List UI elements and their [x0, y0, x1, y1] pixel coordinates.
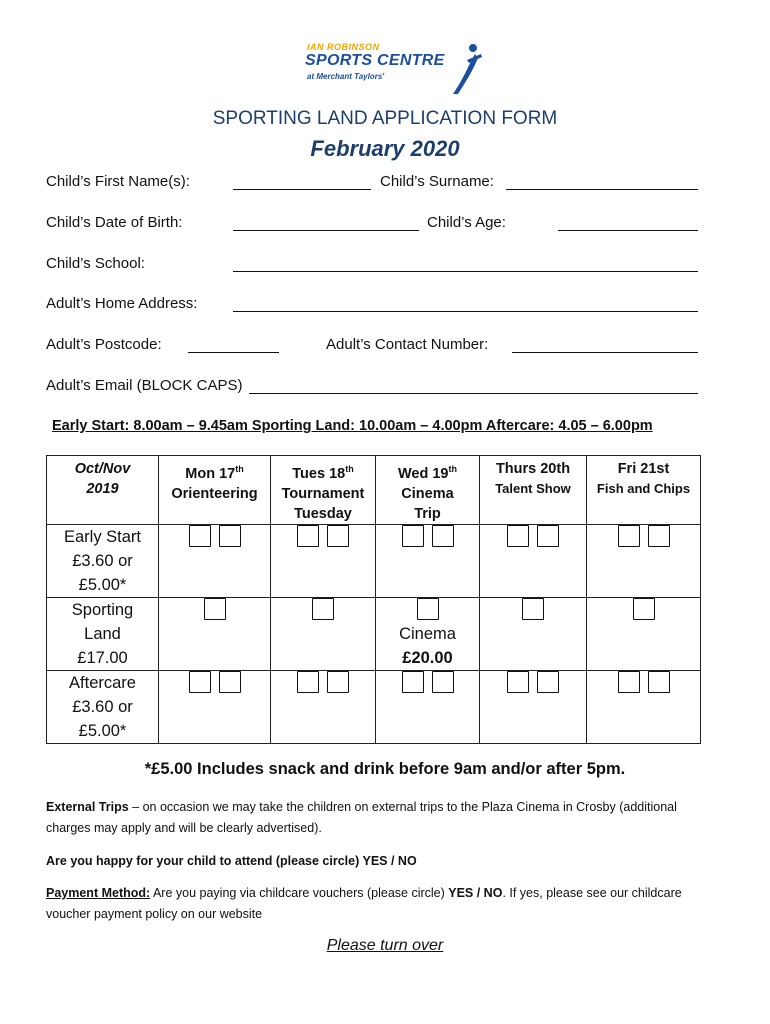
aftercare-wed: [376, 670, 480, 743]
event-label: Tournament: [281, 485, 365, 502]
row-label-line: £5.00*: [78, 721, 127, 740]
row-label-line: £3.60 or: [72, 551, 133, 570]
sporting-land-row: [47, 597, 701, 670]
aftercare-thu: [480, 670, 587, 743]
address-label: Adult’s Home Address:: [46, 295, 198, 312]
day-label: Tues 18: [292, 465, 346, 482]
event-label: Talent Show: [495, 481, 571, 496]
checkbox[interactable]: [417, 598, 439, 620]
checkbox[interactable]: [618, 671, 640, 693]
first-name-field[interactable]: [233, 189, 371, 190]
dob-label: Child’s Date of Birth:: [46, 214, 183, 231]
day-header-thu: [480, 456, 587, 525]
external-trips-paragraph: [46, 797, 716, 839]
sporting-land-tue: [271, 597, 376, 670]
logo-line2: SPORTS CENTRE: [305, 52, 445, 69]
aftercare-tue: [271, 670, 376, 743]
dates-header: [47, 456, 159, 525]
sporting-land-fri: [587, 597, 701, 670]
event-label-2: Tuesday: [294, 505, 352, 522]
email-field[interactable]: [249, 393, 698, 394]
row-label-line: Land: [84, 624, 121, 643]
checkbox[interactable]: [297, 525, 319, 547]
payment-yes-no: YES / NO: [448, 886, 503, 900]
day-label: Thurs 20th: [495, 461, 571, 477]
event-label-2: Trip: [414, 505, 441, 522]
logo-line1: IAN ROBINSON: [307, 42, 380, 52]
form-month: February 2020: [310, 136, 460, 161]
early-start-label: [47, 524, 159, 597]
checkbox[interactable]: [618, 525, 640, 547]
aftercare-fri: [587, 670, 701, 743]
checkbox[interactable]: [327, 671, 349, 693]
early-start-thu: [480, 524, 587, 597]
payment-method-heading: Payment Method:: [46, 886, 151, 900]
runner-figure-icon: [445, 42, 485, 98]
contact-number-label: Adult’s Contact Number:: [326, 336, 489, 353]
day-header-wed: [376, 456, 480, 525]
checkbox[interactable]: [522, 598, 544, 620]
event-label: Cinema: [401, 485, 454, 502]
checkbox[interactable]: [507, 525, 529, 547]
row-label-line: Aftercare: [69, 673, 136, 692]
day-label: Wed 19: [397, 465, 449, 482]
checkbox[interactable]: [312, 598, 334, 620]
aftercare-label: [47, 670, 159, 743]
early-start-tue: [271, 524, 376, 597]
snack-note: *£5.00 Includes snack and drink before 9am and/or after 5pm.: [144, 760, 626, 778]
checkbox[interactable]: [432, 671, 454, 693]
booking-table: [46, 455, 701, 744]
contact-number-field[interactable]: [512, 352, 698, 353]
age-label: Child’s Age:: [427, 214, 506, 231]
surname-field[interactable]: [506, 189, 698, 190]
external-trips-text: – on occasion we may take the children on external trips to the Plaza Cinema in Crosby (additional charges may apply and will be clearly advertised).: [46, 800, 677, 835]
first-name-label: Child’s First Name(s):: [46, 173, 190, 190]
day-label: Mon 17: [185, 465, 236, 482]
checkbox[interactable]: [633, 598, 655, 620]
early-start-wed: [376, 524, 480, 597]
row-label-line: £5.00*: [78, 575, 127, 594]
checkbox[interactable]: [648, 671, 670, 693]
sporting-land-mon: [159, 597, 271, 670]
aftercare-row: [47, 670, 701, 743]
day-header-mon: [159, 456, 271, 525]
checkbox[interactable]: [402, 525, 424, 547]
checkbox[interactable]: [432, 525, 454, 547]
dates-header-year: 2019: [86, 481, 119, 497]
age-field[interactable]: [558, 230, 698, 231]
day-suffix: th: [448, 464, 457, 474]
school-field[interactable]: [233, 271, 698, 272]
row-label-line: Early Start: [63, 527, 142, 546]
logo-line3: at Merchant Taylors': [307, 72, 385, 81]
checkbox[interactable]: [189, 671, 211, 693]
attendance-question: Are you happy for your child to attend (please circle) YES / NO: [46, 854, 417, 868]
dates-header-month: Oct/Nov: [74, 461, 131, 477]
event-label: Orienteering: [171, 485, 258, 502]
sporting-land-wed: [376, 597, 480, 670]
surname-label: Child’s Surname:: [380, 173, 494, 190]
sporting-land-thu: [480, 597, 587, 670]
cinema-label: Cinema: [399, 624, 456, 643]
checkbox[interactable]: [402, 671, 424, 693]
checkbox[interactable]: [297, 671, 319, 693]
day-suffix: th: [345, 464, 354, 474]
form-title: SPORTING LAND APPLICATION FORM: [212, 108, 558, 129]
checkbox[interactable]: [204, 598, 226, 620]
payment-text-1: Are you paying via childcare vouchers (please circle): [150, 886, 449, 900]
please-turn-over: Please turn over: [326, 937, 444, 954]
early-start-row: [47, 524, 701, 597]
external-trips-heading: External Trips: [46, 800, 129, 814]
postcode-label: Adult’s Postcode:: [46, 336, 162, 353]
checkbox[interactable]: [219, 525, 241, 547]
address-field[interactable]: [233, 311, 698, 312]
event-label: Fish and Chips: [596, 481, 691, 496]
row-label-line: £3.60 or: [72, 697, 133, 716]
postcode-field[interactable]: [188, 352, 279, 353]
checkbox[interactable]: [189, 525, 211, 547]
day-header-tue: [271, 456, 376, 525]
row-label-line: £17.00: [77, 648, 128, 667]
row-label-line: Sporting: [71, 600, 134, 619]
dob-field[interactable]: [233, 230, 419, 231]
checkbox[interactable]: [537, 525, 559, 547]
payment-text-2: . If yes, please see our childcare voucher payment policy on our website: [46, 886, 682, 921]
email-label: Adult’s Email (BLOCK CAPS): [46, 377, 243, 394]
table-header-row: [47, 456, 701, 525]
sports-centre-logo: [305, 42, 485, 98]
checkbox[interactable]: [507, 671, 529, 693]
checkbox[interactable]: [537, 671, 559, 693]
session-times: Early Start: 8.00am – 9.45am Sporting Land: 10.00am – 4.00pm Aftercare: 4.05 – 6.00pm: [52, 418, 653, 434]
aftercare-mon: [159, 670, 271, 743]
cinema-price: £20.00: [402, 648, 453, 667]
payment-method-paragraph: [46, 883, 716, 925]
early-start-fri: [587, 524, 701, 597]
checkbox[interactable]: [648, 525, 670, 547]
day-label: Fri 21st: [617, 461, 670, 477]
day-suffix: th: [235, 464, 244, 474]
school-label: Child’s School:: [46, 255, 145, 272]
day-header-fri: [587, 456, 701, 525]
checkbox[interactable]: [219, 671, 241, 693]
sporting-land-label: [47, 597, 159, 670]
checkbox[interactable]: [327, 525, 349, 547]
early-start-mon: [159, 524, 271, 597]
